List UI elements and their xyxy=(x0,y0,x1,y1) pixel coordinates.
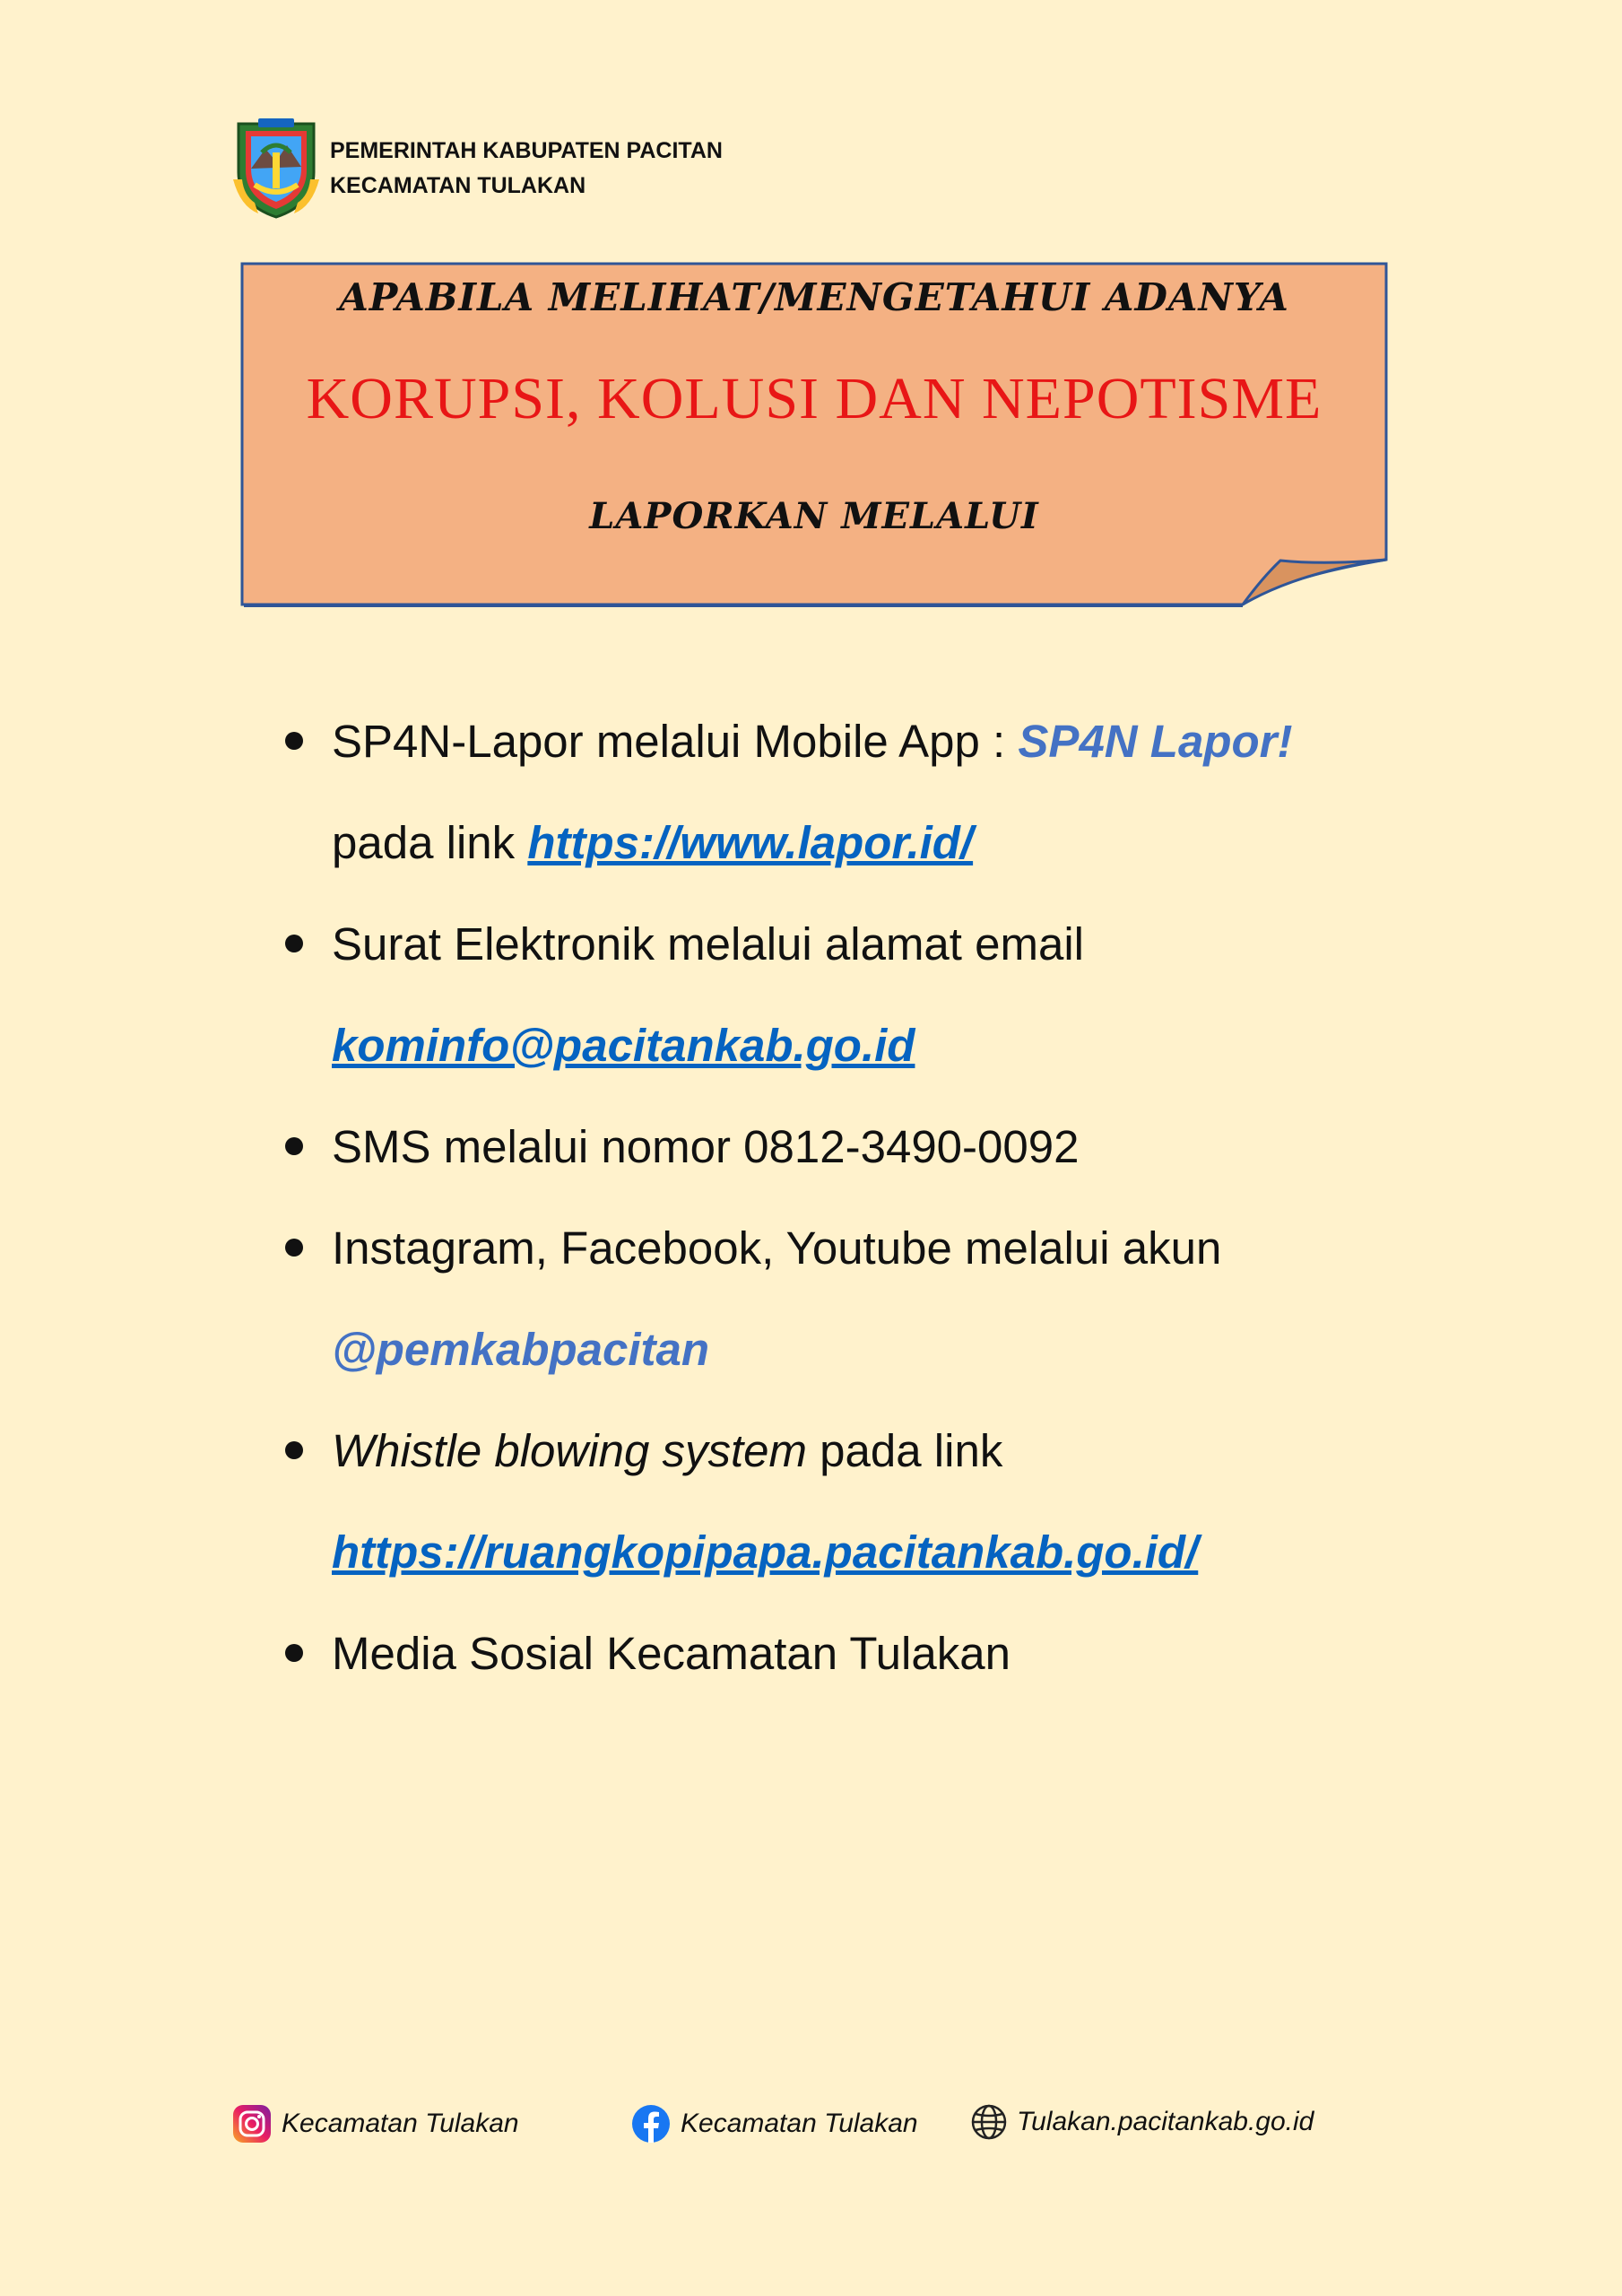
item-text: Media Sosial Kecamatan Tulakan xyxy=(332,1628,1010,1679)
bullet-icon xyxy=(285,732,303,750)
list-item-sp4n-lapor xyxy=(278,691,1444,893)
footer-instagram-label: Kecamatan Tulakan xyxy=(282,2109,519,2138)
list-item-email xyxy=(278,893,1444,1096)
announcement-banner xyxy=(240,262,1388,607)
item-text: SP4N-Lapor melalui Mobile App : xyxy=(332,716,1019,767)
facebook-icon xyxy=(630,2103,672,2144)
item-text: pada link xyxy=(807,1425,1003,1476)
whistle-blowing-link[interactable]: https://ruangkopipapa.pacitankab.go.id/ xyxy=(332,1526,1199,1578)
item-text: SMS melalui nomor 0812-3490-0092 xyxy=(332,1121,1080,1172)
item-text: pada link xyxy=(332,817,528,868)
globe-icon xyxy=(970,2103,1008,2141)
report-channel-list xyxy=(278,691,1444,1704)
footer-website-label: Tulakan.pacitankab.go.id xyxy=(1017,2107,1314,2136)
banner-intro-text: APABILA MELIHAT/MENGETAHUI ADANYA xyxy=(339,275,1289,319)
bullet-icon xyxy=(285,935,303,952)
footer-instagram[interactable] xyxy=(231,2103,519,2144)
item-text: Instagram, Facebook, Youtube melalui akun xyxy=(332,1222,1222,1274)
bullet-icon xyxy=(285,1137,303,1155)
list-item-district-social-media xyxy=(278,1603,1444,1704)
list-item-social-accounts xyxy=(278,1197,1444,1400)
bullet-icon xyxy=(285,1441,303,1459)
header-line-1: PEMERINTAH KABUPATEN PACITAN xyxy=(330,137,723,163)
instagram-icon xyxy=(231,2103,273,2144)
app-name-text: SP4N Lapor! xyxy=(1018,716,1293,767)
letterhead xyxy=(231,117,723,220)
footer-facebook-label: Kecamatan Tulakan xyxy=(681,2109,918,2138)
footer-website[interactable] xyxy=(970,2103,1314,2141)
list-item-sms xyxy=(278,1096,1444,1197)
bullet-icon xyxy=(285,1644,303,1662)
item-text-italic: Whistle blowing system xyxy=(332,1425,807,1476)
header-line-2: KECAMATAN TULAKAN xyxy=(330,172,586,198)
banner-call-to-action: LAPORKAN MELALUI xyxy=(589,495,1039,537)
lapor-link[interactable]: https://www.lapor.id/ xyxy=(527,817,974,868)
social-account-handle: @pemkabpacitan xyxy=(332,1324,710,1375)
email-link[interactable]: kominfo@pacitankab.go.id xyxy=(332,1020,915,1071)
pacitan-regency-emblem-icon xyxy=(231,117,321,220)
list-item-whistle-blowing xyxy=(278,1400,1444,1603)
bullet-icon xyxy=(285,1239,303,1257)
footer-facebook[interactable] xyxy=(630,2103,918,2144)
banner-headline: KORUPSI, KOLUSI DAN NEPOTISME xyxy=(306,366,1323,431)
item-text: Surat Elektronik melalui alamat email xyxy=(332,918,1085,970)
